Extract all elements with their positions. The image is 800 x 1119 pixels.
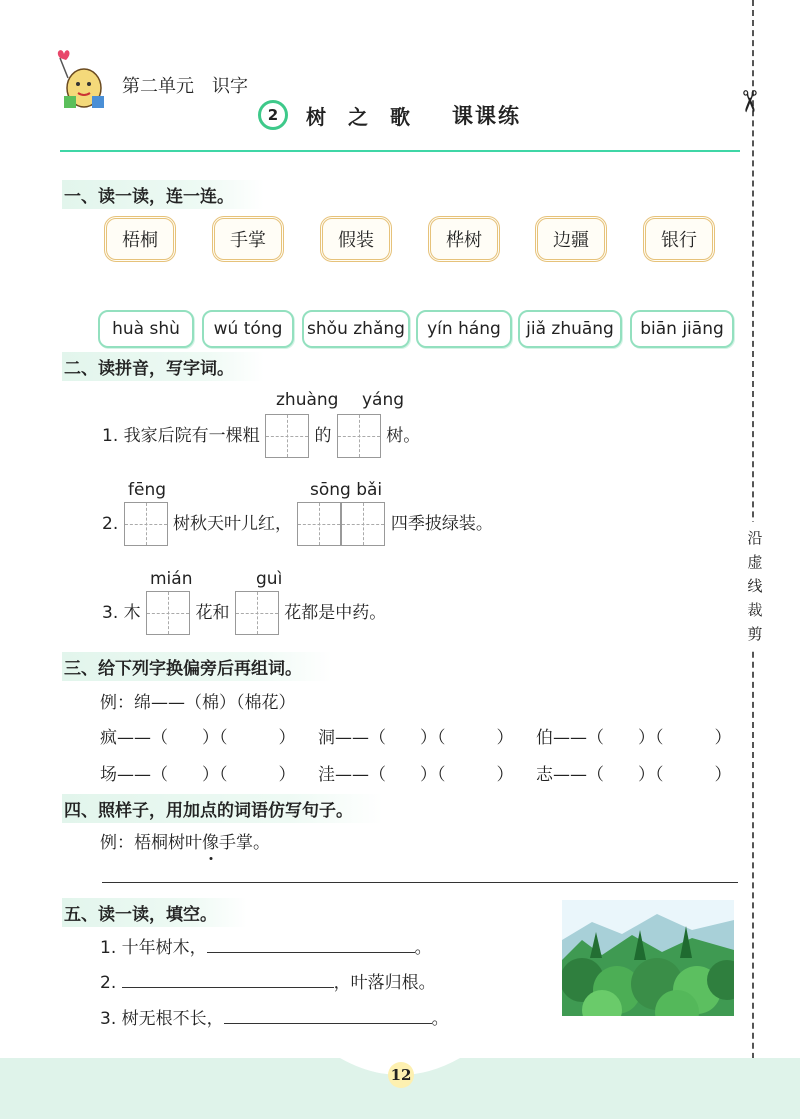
word-card[interactable]: 桦树 [428, 216, 500, 262]
unit-title: 第二单元 识字 [122, 76, 248, 97]
cut-instruction: 沿 虚 线 裁 剪 [743, 522, 767, 650]
section-3-example: 例：绵——（棉）（棉花） [100, 693, 296, 713]
mascot-illustration [54, 48, 114, 110]
radical-exercise[interactable]: 疯——（ ）（ ） [100, 728, 296, 748]
header-divider [60, 150, 740, 152]
pinyin-label: guì [256, 569, 283, 589]
pinyin-card[interactable]: yín háng [416, 310, 512, 348]
word-card[interactable]: 假装 [320, 216, 392, 262]
pinyin-label: yáng [362, 390, 405, 410]
question-2-1: 1. 我家后院有一棵粗 的 树。 [102, 414, 420, 458]
forest-illustration [562, 900, 734, 1016]
fill-blank-2: 2. ，叶落归根。 [100, 973, 436, 993]
word-card[interactable]: 梧桐 [104, 216, 176, 262]
answer-blank[interactable] [207, 936, 415, 953]
pinyin-label: fēng [128, 480, 167, 500]
lesson-heading [258, 100, 521, 130]
word-card[interactable]: 边疆 [535, 216, 607, 262]
answer-blank[interactable] [224, 1007, 432, 1024]
pinyin-label: sōng bǎi [310, 480, 383, 500]
section-1-title: 一、读一读，连一连。 [62, 180, 264, 209]
section-5-title: 五、读一读，填空。 [62, 898, 247, 927]
writing-grid[interactable] [235, 591, 279, 635]
lesson-number: 2 [258, 100, 288, 130]
fill-blank-3: 3. 树无根不长， 。 [100, 1009, 449, 1029]
writing-grid[interactable] [297, 502, 341, 546]
pinyin-card[interactable]: biān jiāng [630, 310, 734, 348]
pinyin-card[interactable]: wú tóng [202, 310, 294, 348]
pinyin-label: mián [150, 569, 193, 589]
section-2-title: 二、读拼音，写字词。 [62, 352, 264, 381]
writing-grid[interactable] [341, 502, 385, 546]
pinyin-label: zhuàng [276, 390, 339, 410]
radical-exercise[interactable]: 洞——（ ）（ ） [318, 728, 514, 748]
radical-exercise[interactable]: 洼——（ ）（ ） [318, 765, 514, 785]
radical-exercise[interactable]: 志——（ ）（ ） [536, 765, 732, 785]
fill-blank-1: 1. 十年树木， 。 [100, 938, 432, 958]
word-card[interactable]: 手掌 [212, 216, 284, 262]
answer-line[interactable] [102, 882, 738, 883]
emphasized-word: 像 [202, 833, 219, 853]
question-2-3: 3. 木 花和 花都是中药。 [102, 591, 386, 635]
answer-blank[interactable] [122, 971, 334, 988]
lesson-title: 树之歌 [306, 104, 432, 129]
radical-exercise[interactable]: 伯——（ ）（ ） [536, 728, 732, 748]
radical-exercise[interactable]: 场——（ ）（ ） [100, 765, 296, 785]
section-3-title: 三、给下列字换偏旁后再组词。 [62, 652, 332, 681]
word-card[interactable]: 银行 [643, 216, 715, 262]
scissors-icon: ✂ [731, 88, 767, 115]
writing-grid[interactable] [265, 414, 309, 458]
writing-grid[interactable] [337, 414, 381, 458]
page-number: 12 [388, 1062, 414, 1088]
lesson-subtitle: 课课练 [452, 104, 521, 128]
pinyin-card[interactable]: jiǎ zhuāng [518, 310, 622, 348]
writing-grid[interactable] [124, 502, 168, 546]
section-4-title: 四、照样子，用加点的词语仿写句子。 [62, 794, 383, 823]
section-4-example: 例：梧桐树叶像手掌。 [100, 833, 270, 853]
pinyin-card[interactable]: shǒu zhǎng [302, 310, 410, 348]
pinyin-card[interactable]: huà shù [98, 310, 194, 348]
question-2-2: 2. 树秋天叶儿红， 四季披绿装。 [102, 502, 493, 546]
writing-grid[interactable] [146, 591, 190, 635]
